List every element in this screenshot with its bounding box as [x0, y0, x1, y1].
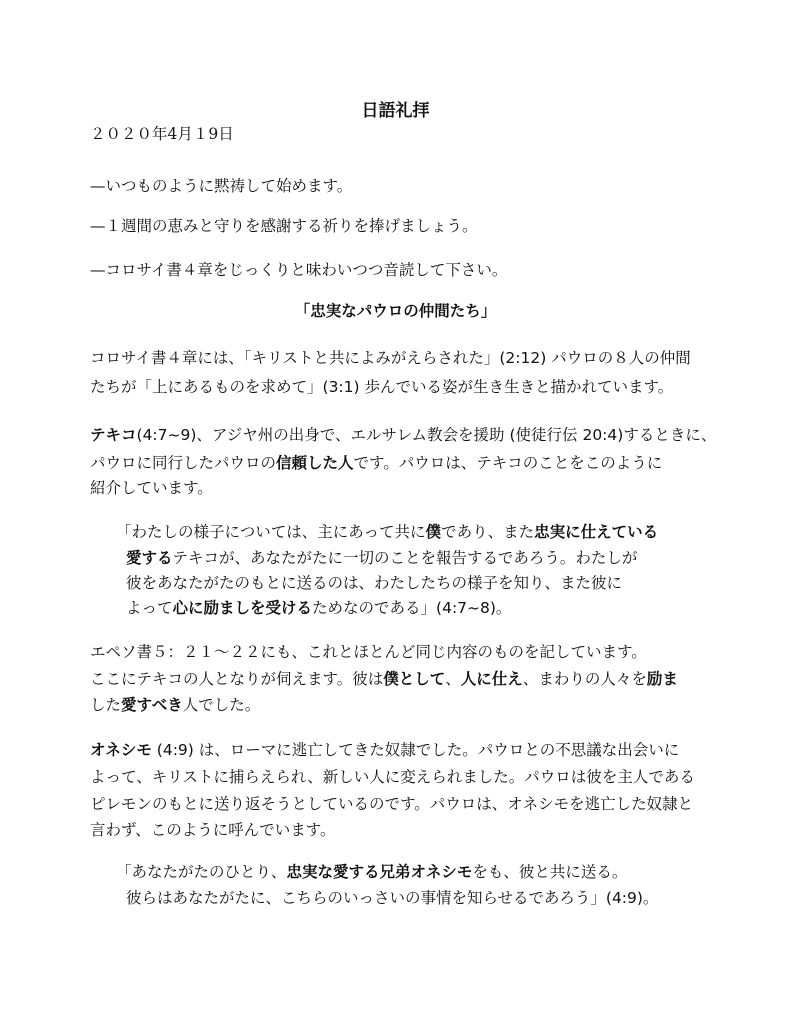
paragraph-3-line-1: エペソ書５：２１～２２にも、これとほとんど同じ内容のものを記しています。: [90, 643, 647, 661]
emphasis: 励ま: [646, 670, 678, 688]
text: 、まわりの人々を: [522, 670, 647, 688]
quote-2-line-2: [126, 888, 658, 908]
verse-ref: (2:12): [499, 349, 547, 367]
text: コロサイ書４章には、「キリストと共によみがえらされた」: [90, 349, 500, 367]
emphasis: 僕として: [383, 670, 446, 688]
emphasis: 忠実な愛する兄弟オネシモ: [286, 863, 473, 881]
emphasis: 信頼した人: [276, 454, 354, 472]
emphasis: 僕: [425, 523, 442, 541]
quote-1-line-2: [126, 548, 637, 568]
text: するときに、: [623, 426, 717, 444]
text: は、ローマに逃亡してきた奴隷でした。パウロとの不思議な出会いに: [193, 741, 680, 759]
text: であり、また: [441, 523, 535, 541]
text: よって: [126, 599, 173, 617]
verse-ref: (3:1): [322, 378, 360, 396]
text: パウロの８人の仲間: [546, 349, 691, 367]
quote-1-line-3: 彼をあなたがたのもとに送るのは、わたしたちの様子を知り、また彼に: [126, 574, 623, 592]
quote-2-line-1: [116, 862, 627, 882]
date-line: ２０２０年4月１9日: [90, 125, 234, 143]
text: ためなのである」: [312, 599, 437, 617]
text: テキコが、あなたがたに一切のことを報告するであろう。わたしが: [172, 549, 638, 567]
section-title: 「忠実なパウロの仲間たち」: [294, 302, 497, 320]
paragraph-1-line-2: [90, 377, 673, 397]
verse-ref: (4:7~8)。: [436, 599, 512, 617]
paragraph-3-line-3: [90, 695, 260, 715]
emphasis: 心に励ましを受ける: [172, 599, 313, 617]
emphasis: 人に仕え: [460, 670, 523, 688]
instruction-1: —いつものように黙祷して始めます。: [90, 177, 353, 195]
paragraph-2-line-1: [90, 425, 716, 445]
quote-1-line-4: [126, 598, 511, 618]
text: パウロに同行したパウロの: [90, 454, 277, 472]
paragraph-4-line-2: よって、キリストに捕らえられ、新しい人に変えられました。パウロは彼を主人である: [90, 768, 695, 786]
paragraph-4-line-1: [90, 740, 679, 760]
text: をも、彼と共に送る。: [472, 863, 628, 881]
paragraph-4-line-4: 言わず、このように呼んでいます。: [90, 821, 336, 839]
instruction-2: —１週間の恵みと守りを感謝する祈りを捧げましょう。: [90, 217, 478, 235]
paragraph-2-line-3: 紹介しています。: [90, 479, 213, 497]
emphasis: 忠実に仕えている: [534, 523, 659, 541]
emphasis-name: オネシモ: [90, 741, 152, 759]
instruction-3: —コロサイ書４章をじっくりと味わいつつ音読して下さい。: [90, 261, 508, 279]
emphasis-name: テキコ: [90, 426, 137, 444]
text: 人でした。: [182, 696, 261, 714]
paragraph-3-line-2: [90, 669, 678, 689]
text: 歩んでいる姿が生き生きと描かれています。: [359, 378, 674, 396]
text: した: [90, 696, 122, 714]
verse-ref: (4:9): [151, 741, 194, 759]
emphasis: 愛すべき: [121, 696, 183, 714]
verse-ref: (4:7~9): [136, 426, 197, 444]
text: 、: [445, 670, 461, 688]
text: 彼らはあなたがたに、こちらのいっさいの事情を知らせるであろう」: [126, 889, 606, 907]
verse-ref: (4:9)。: [605, 889, 659, 907]
text: 「あなたがたのひとり、: [116, 863, 287, 881]
paragraph-2-line-2: [90, 453, 662, 473]
text: 「わたしの様子については、主にあって共に: [116, 523, 426, 541]
text: です。パウロは、テキコのことをこのように: [353, 454, 663, 472]
quote-1-line-1: [116, 522, 658, 542]
verse-ref: (使徒行伝 20:4): [509, 426, 624, 444]
page-title: 日語礼拝: [361, 101, 430, 121]
paragraph-4-line-3: ピレモンのもとに送り返そうとしているのです。パウロは、オネシモを逃亡した奴隷と: [90, 795, 694, 813]
paragraph-1-line-1: [90, 348, 691, 368]
text: たちが「上にあるものを求めて」: [90, 378, 323, 396]
emphasis: 愛する: [126, 549, 173, 567]
text: ここにテキコの人となりが伺えます。彼は: [90, 670, 384, 688]
text: 、アジヤ州の出身で、エルサレム教会を援助: [196, 426, 510, 444]
